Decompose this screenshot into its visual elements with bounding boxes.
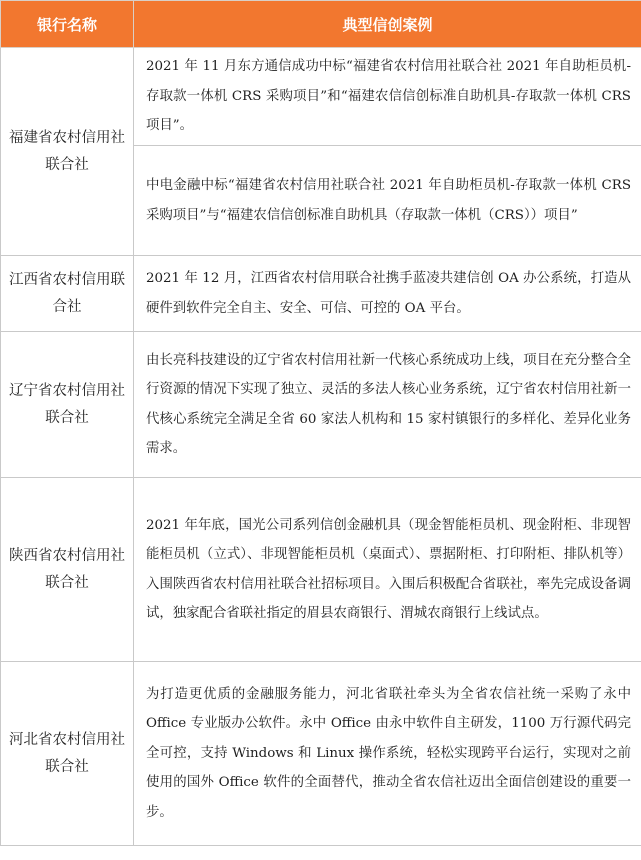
table-row [1,478,641,662]
case-cell [134,332,641,478]
bank-name-cell: 河北省农村信用社联合社 [1,662,134,846]
case-cell [134,478,641,662]
case-cell [134,48,641,146]
bank-name-cell: 福建省农村信用社联合社 [1,48,134,256]
table-row [1,48,641,146]
case-text: 2021 年 11 月东方通信成功中标“福建省农村信用社联合社 2021 年自助柜员机-存取款一体机 CRS 采购项目”和“福建农信信创标准自助机具-存取款一体机 CRS 项目”。 [146,59,631,134]
header-bank-name: 银行名称 [1,1,134,48]
case-text: 由长亮科技建设的辽宁省农村信用社新一代核心系统成功上线，项目在充分整合全行资源的情况下实现了独立、灵活的多法人核心业务系统，辽宁省农村信用社新一代核心系统完全满足全省 60 家法人机构和 15 家村镇银行的多样化、差异化业务需求。 [146,352,631,456]
case-text: 为打造更优质的金融服务能力，河北省联社牵头为全省农信社统一采购了永中 Office 专业版办公软件。永中 Office 由永中软件自主研发，1100 万行源代码完全可控，支持 Windows 和 Linux 操作系统，轻松实现跨平台运行，实现对之前使用的国外 Office 软件的全面替代，推动全省农信社迈出全面信创建设的重要一步。 [146,686,631,820]
case-cell [134,256,641,332]
case-text: 中电金融中标“福建省农村信用社联合社 2021 年自助柜员机-存取款一体机 CRS 采购项目”与“福建农信信创标准自助机具（存取款一体机（CRS））项目” [146,178,631,223]
case-text: 2021 年 12 月，江西省农村信用联合社携手蓝凌共建信创 OA 办公系统，打造从硬件到软件完全自主、安全、可信、可控的 OA 平台。 [146,271,631,316]
header-cases: 典型信创案例 [134,1,641,48]
table-header-row [1,1,641,48]
bank-name-cell: 江西省农村信用联合社 [1,256,134,332]
case-text: 2021 年年底，国光公司系列信创金融机具（现金智能柜员机、现金附柜、非现智能柜员机（立式）、非现智能柜员机（桌面式）、票据附柜、打印附柜、排队机等）入围陕西省农村信用社联合社招标项目。入围后积极配合省联社，率先完成设备调试，独家配合省联社指定的眉县农商银行、渭城农商银行上线试点。 [146,517,631,621]
table-row [1,332,641,478]
bank-name-cell: 辽宁省农村信用社联合社 [1,332,134,478]
table-row [1,256,641,332]
case-cell [134,146,641,256]
bank-name-cell: 陕西省农村信用社联合社 [1,478,134,662]
table-row [1,662,641,846]
case-cell [134,662,641,846]
